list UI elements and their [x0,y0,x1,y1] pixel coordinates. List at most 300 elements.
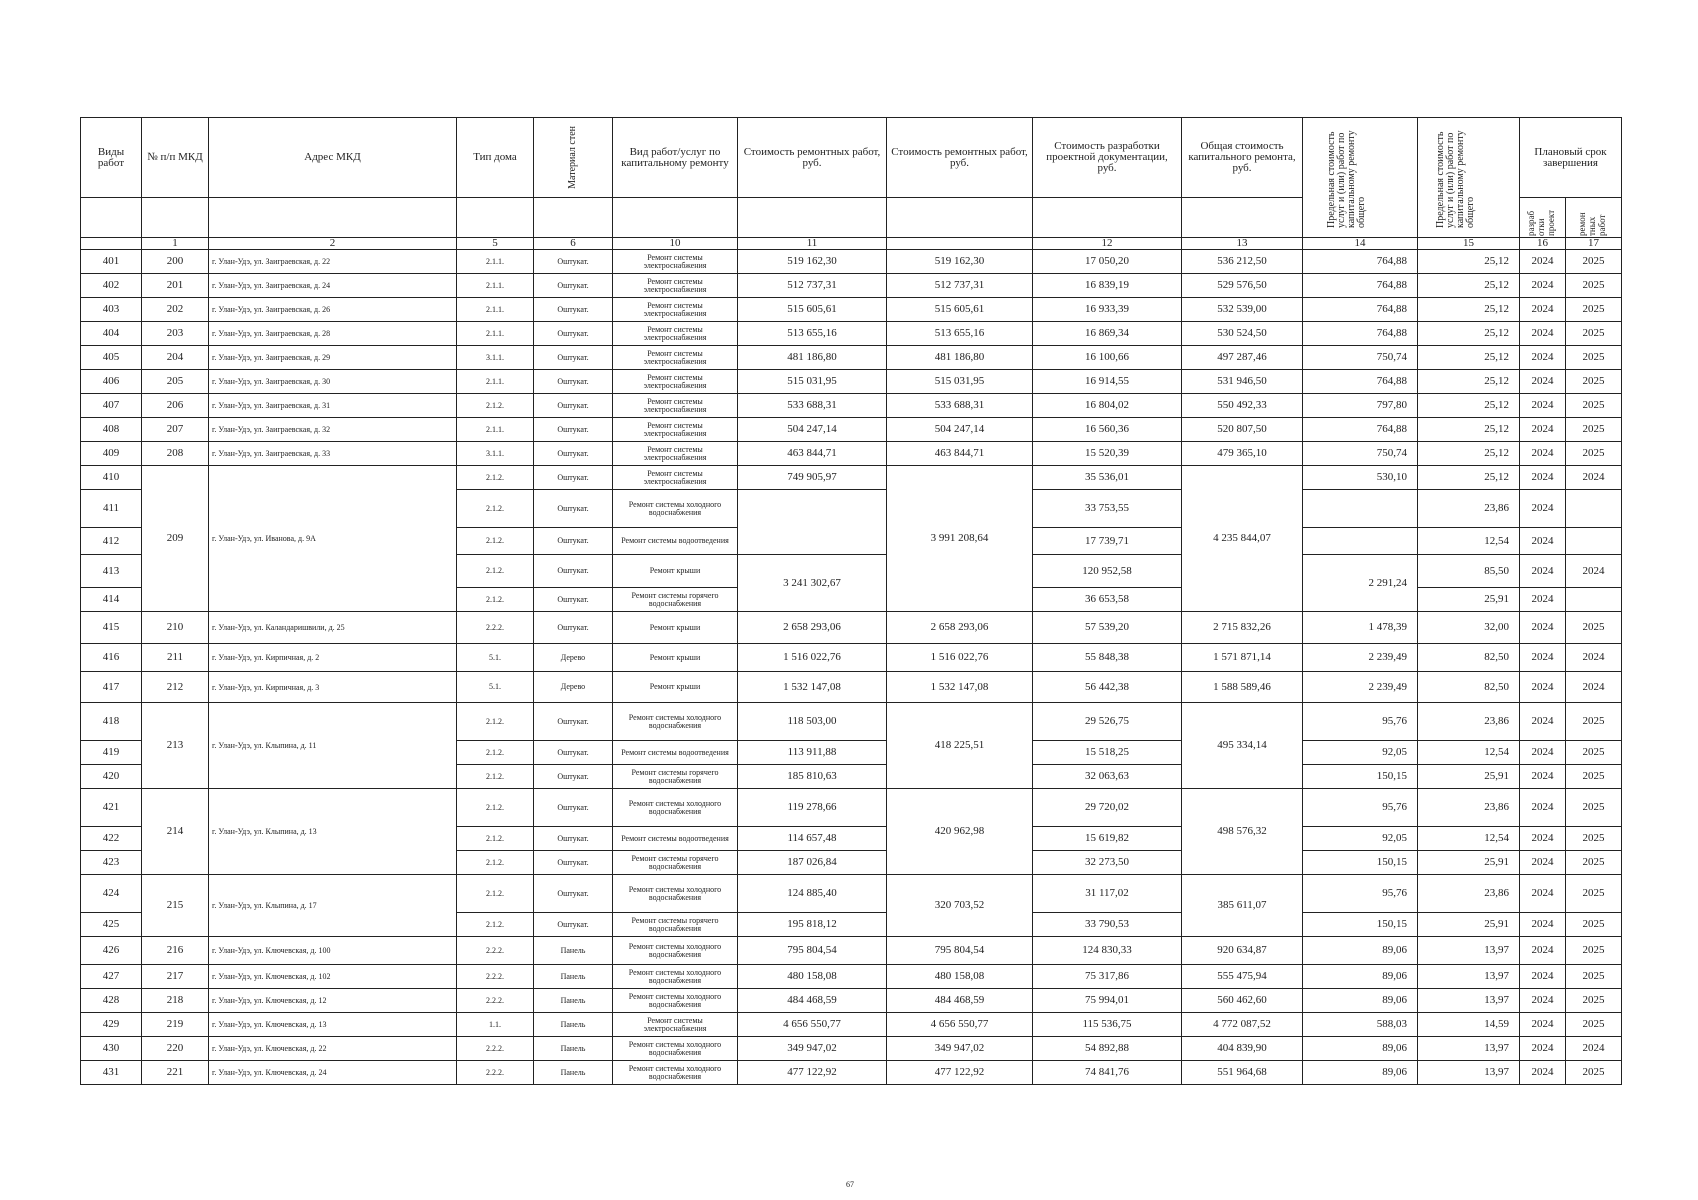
work-type-number: 411 [81,490,142,528]
work-type-number: 418 [81,703,142,741]
building-number: 202 [142,298,209,322]
limit-cost-2: 25,12 [1418,274,1520,298]
house-type: 2.1.2. [457,588,534,612]
limit-cost-2: 25,12 [1418,418,1520,442]
house-type: 2.2.2. [457,1061,534,1085]
table-row [81,418,1622,442]
page-number: 67 [846,1180,854,1189]
address: г. Улан-Удэ, ул. Заиграевская, д. 31 [209,394,457,418]
house-type: 2.1.1. [457,274,534,298]
design-cost: 16 560,36 [1033,418,1182,442]
table-row [81,989,1622,1013]
repair-cost-total: 3 991 208,64 [887,466,1033,612]
plan-repair-year: 2025 [1566,875,1622,913]
repair-cost-total: 519 162,30 [887,250,1033,274]
design-cost: 15 619,82 [1033,827,1182,851]
wall-material: Панель [534,965,613,989]
limit-cost-2: 13,97 [1418,937,1520,965]
limit-cost-2: 12,54 [1418,827,1520,851]
header-blank [209,198,457,238]
address: г. Улан-Удэ, ул. Заиграевская, д. 26 [209,298,457,322]
repair-cost-total: 418 225,51 [887,703,1033,789]
building-number: 209 [142,466,209,612]
work-type: Ремонт системы холодного водоснабжения [613,789,738,827]
plan-repair-year: 2025 [1566,851,1622,875]
plan-design-year: 2024 [1520,989,1566,1013]
table-row [81,322,1622,346]
address: г. Улан-Удэ, ул. Ключевская, д. 22 [209,1037,457,1061]
repair-cost-total: 4 656 550,77 [887,1013,1033,1037]
work-type-number: 405 [81,346,142,370]
house-type: 2.1.1. [457,370,534,394]
table-row [81,703,1622,741]
limit-cost-2: 23,86 [1418,703,1520,741]
header-address: Адрес МКД [209,118,457,198]
work-type: Ремонт системы электроснабжения [613,298,738,322]
work-type-number: 404 [81,322,142,346]
work-type-number: 406 [81,370,142,394]
limit-cost-2: 82,50 [1418,672,1520,703]
table-row [81,442,1622,466]
plan-repair-year [1566,490,1622,528]
repair-cost: 1 532 147,08 [738,672,887,703]
address: г. Улан-Удэ, ул. Кирпичная, д. 2 [209,644,457,672]
work-type: Ремонт системы холодного водоснабжения [613,875,738,913]
repair-cost-total: 481 186,80 [887,346,1033,370]
column-number [81,238,142,250]
repair-cost-total: 1 532 147,08 [887,672,1033,703]
total-cost: 520 807,50 [1182,418,1303,442]
plan-design-year: 2024 [1520,346,1566,370]
table-row [81,298,1622,322]
plan-repair-year: 2024 [1566,466,1622,490]
address: г. Улан-Удэ, ул. Клыпина, д. 13 [209,789,457,875]
repair-cost: 118 503,00 [738,703,887,741]
design-cost: 15 518,25 [1033,741,1182,765]
column-number: 13 [1182,238,1303,250]
wall-material: Оштукат. [534,703,613,741]
work-type: Ремонт системы электроснабжения [613,322,738,346]
table-row [81,250,1622,274]
design-cost: 16 869,34 [1033,322,1182,346]
plan-repair-year [1566,528,1622,555]
work-type: Ремонт крыши [613,672,738,703]
plan-repair-year: 2025 [1566,965,1622,989]
table-row [81,965,1622,989]
plan-repair-year: 2025 [1566,274,1622,298]
wall-material: Оштукат. [534,851,613,875]
limit-cost-1: 750,74 [1303,346,1418,370]
limit-cost-2: 25,12 [1418,442,1520,466]
address: г. Улан-Удэ, ул. Заиграевская, д. 29 [209,346,457,370]
limit-cost-2: 25,12 [1418,394,1520,418]
plan-design-year: 2024 [1520,490,1566,528]
design-cost: 54 892,88 [1033,1037,1182,1061]
work-type-number: 424 [81,875,142,913]
building-number: 203 [142,322,209,346]
table-row [81,394,1622,418]
work-type-number: 416 [81,644,142,672]
plan-repair-year: 2025 [1566,827,1622,851]
limit-cost-1: 764,88 [1303,274,1418,298]
house-type: 2.1.1. [457,250,534,274]
building-number: 221 [142,1061,209,1085]
plan-design-year: 2024 [1520,528,1566,555]
wall-material: Панель [534,1061,613,1085]
repair-cost: 349 947,02 [738,1037,887,1061]
header-cost1: Стоимость ремонтных работ, руб. [738,118,887,198]
plan-design-year: 2024 [1520,765,1566,789]
limit-cost-2: 25,12 [1418,250,1520,274]
header-limit1-text: Предельная стоимость услуг и (или) работ по капитальному ремонту общего [1326,129,1367,228]
address: г. Улан-Удэ, ул. Клыпина, д. 17 [209,875,457,937]
design-cost: 56 442,38 [1033,672,1182,703]
plan-design-year: 2024 [1520,937,1566,965]
work-type-number: 431 [81,1061,142,1085]
total-cost: 920 634,87 [1182,937,1303,965]
house-type: 2.1.2. [457,851,534,875]
work-type: Ремонт системы холодного водоснабжения [613,937,738,965]
total-cost: 551 964,68 [1182,1061,1303,1085]
plan-repair-year: 2025 [1566,612,1622,644]
limit-cost-2: 25,12 [1418,322,1520,346]
total-cost: 495 334,14 [1182,703,1303,789]
limit-cost-1: 750,74 [1303,442,1418,466]
total-cost: 555 475,94 [1182,965,1303,989]
total-cost: 560 462,60 [1182,989,1303,1013]
work-type: Ремонт системы холодного водоснабжения [613,1061,738,1085]
plan-design-year: 2024 [1520,965,1566,989]
work-type-number: 412 [81,528,142,555]
limit-cost-1: 95,76 [1303,875,1418,913]
limit-cost-2: 13,97 [1418,989,1520,1013]
plan-design-year: 2024 [1520,789,1566,827]
limit-cost-1: 150,15 [1303,851,1418,875]
total-cost: 479 365,10 [1182,442,1303,466]
work-type-number: 430 [81,1037,142,1061]
work-type: Ремонт системы электроснабжения [613,370,738,394]
limit-cost-2: 25,91 [1418,913,1520,937]
plan-design-year: 2024 [1520,612,1566,644]
plan-design-year: 2024 [1520,555,1566,588]
address: г. Улан-Удэ, ул. Заиграевская, д. 33 [209,442,457,466]
address: г. Улан-Удэ, ул. Заиграевская, д. 24 [209,274,457,298]
design-cost: 16 933,39 [1033,298,1182,322]
work-type-number: 417 [81,672,142,703]
column-number: 15 [1418,238,1520,250]
address: г. Улан-Удэ, ул. Ключевская, д. 100 [209,937,457,965]
plan-repair-year: 2025 [1566,250,1622,274]
column-number: 2 [209,238,457,250]
work-type-number: 426 [81,937,142,965]
building-number: 210 [142,612,209,644]
plan-repair-year: 2025 [1566,703,1622,741]
header-work: Вид работ/услуг по капитальному ремонту [613,118,738,198]
total-cost: 550 492,33 [1182,394,1303,418]
plan-repair-year: 2025 [1566,789,1622,827]
design-cost: 29 720,02 [1033,789,1182,827]
house-type: 2.1.2. [457,466,534,490]
design-cost: 115 536,75 [1033,1013,1182,1037]
limit-cost-1: 95,76 [1303,703,1418,741]
repair-cost: 795 804,54 [738,937,887,965]
house-type: 1.1. [457,1013,534,1037]
house-type: 2.1.2. [457,703,534,741]
house-type: 2.1.2. [457,394,534,418]
header-blank [457,198,534,238]
building-number: 201 [142,274,209,298]
plan-repair-year: 2025 [1566,1061,1622,1085]
limit-cost-2: 12,54 [1418,528,1520,555]
work-type: Ремонт системы холодного водоснабжения [613,1037,738,1061]
work-type-number: 409 [81,442,142,466]
house-type: 2.1.2. [457,827,534,851]
repair-cost: 185 810,63 [738,765,887,789]
plan-repair-year: 2024 [1566,555,1622,588]
total-cost: 497 287,46 [1182,346,1303,370]
header-cost2: Стоимость ремонтных работ, руб. [887,118,1033,198]
plan-design-year: 2024 [1520,274,1566,298]
work-type: Ремонт системы горячего водоснабжения [613,765,738,789]
wall-material: Панель [534,1013,613,1037]
plan-repair-year: 2024 [1566,672,1622,703]
total-cost: 529 576,50 [1182,274,1303,298]
limit-cost-1: 797,80 [1303,394,1418,418]
table-row [81,274,1622,298]
total-cost: 536 212,50 [1182,250,1303,274]
wall-material: Оштукат. [534,789,613,827]
column-number: 1 [142,238,209,250]
repair-cost: 484 468,59 [738,989,887,1013]
repair-cost-total: 515 605,61 [887,298,1033,322]
address: г. Улан-Удэ, ул. Заиграевская, д. 28 [209,322,457,346]
plan-repair-year: 2025 [1566,1013,1622,1037]
limit-cost-1: 150,15 [1303,913,1418,937]
design-cost: 17 739,71 [1033,528,1182,555]
wall-material: Панель [534,989,613,1013]
house-type: 2.2.2. [457,612,534,644]
work-type-number: 402 [81,274,142,298]
house-type: 2.2.2. [457,989,534,1013]
repair-cost-total: 2 658 293,06 [887,612,1033,644]
building-number: 214 [142,789,209,875]
wall-material: Оштукат. [534,490,613,528]
header-total: Общая стоимость капитального ремонта, руб. [1182,118,1303,198]
limit-cost-1: 89,06 [1303,1061,1418,1085]
work-type-number: 421 [81,789,142,827]
limit-cost-1: 764,88 [1303,298,1418,322]
work-type: Ремонт системы холодного водоснабжения [613,989,738,1013]
header-plan-design-text: разраб отки проект [1525,209,1556,236]
work-type: Ремонт крыши [613,644,738,672]
limit-cost-1: 530,10 [1303,466,1418,490]
limit-cost-2: 25,12 [1418,346,1520,370]
header-design: Стоимость разработки проектной документации, руб. [1033,118,1182,198]
limit-cost-2: 25,12 [1418,466,1520,490]
wall-material: Оштукат. [534,274,613,298]
plan-design-year: 2024 [1520,875,1566,913]
plan-repair-year: 2025 [1566,370,1622,394]
plan-repair-year: 2025 [1566,989,1622,1013]
house-type: 2.2.2. [457,1037,534,1061]
work-type: Ремонт системы холодного водоснабжения [613,490,738,528]
limit-cost-2: 13,97 [1418,1037,1520,1061]
work-type: Ремонт системы электроснабжения [613,274,738,298]
header-material [534,118,613,198]
limit-cost-2: 25,12 [1418,298,1520,322]
work-type: Ремонт системы электроснабжения [613,466,738,490]
work-type: Ремонт системы холодного водоснабжения [613,965,738,989]
limit-cost-2: 23,86 [1418,789,1520,827]
column-number: 12 [1033,238,1182,250]
plan-design-year: 2024 [1520,250,1566,274]
limit-cost-1: 92,05 [1303,741,1418,765]
limit-cost-2: 85,50 [1418,555,1520,588]
work-type: Ремонт системы водоотведения [613,827,738,851]
header-limit1 [1303,118,1418,238]
work-type-number: 428 [81,989,142,1013]
work-type: Ремонт системы холодного водоснабжения [613,703,738,741]
house-type: 2.1.2. [457,741,534,765]
building-number: 204 [142,346,209,370]
repair-cost: 477 122,92 [738,1061,887,1085]
plan-design-year: 2024 [1520,322,1566,346]
design-cost: 32 273,50 [1033,851,1182,875]
building-number: 212 [142,672,209,703]
work-type: Ремонт крыши [613,555,738,588]
plan-design-year: 2024 [1520,466,1566,490]
building-number: 207 [142,418,209,442]
table-row [81,1037,1622,1061]
limit-cost-1: 89,06 [1303,989,1418,1013]
limit-cost-1: 764,88 [1303,250,1418,274]
limit-cost-1: 2 291,24 [1303,555,1418,612]
work-type-number: 423 [81,851,142,875]
house-type: 2.1.2. [457,875,534,913]
work-type: Ремонт системы электроснабжения [613,394,738,418]
header-house-type: Тип дома [457,118,534,198]
total-cost: 4 772 087,52 [1182,1013,1303,1037]
repair-cost-total: 480 158,08 [887,965,1033,989]
wall-material: Оштукат. [534,250,613,274]
plan-repair-year: 2025 [1566,913,1622,937]
address: г. Улан-Удэ, ул. Ключевская, д. 102 [209,965,457,989]
design-cost: 31 117,02 [1033,875,1182,913]
repair-cost: 513 655,16 [738,322,887,346]
column-number: 16 [1520,238,1566,250]
repair-cost: 4 656 550,77 [738,1013,887,1037]
wall-material: Оштукат. [534,765,613,789]
building-number: 205 [142,370,209,394]
work-type-number: 401 [81,250,142,274]
house-type: 2.2.2. [457,937,534,965]
repair-cost-total: 349 947,02 [887,1037,1033,1061]
wall-material: Оштукат. [534,555,613,588]
header-blank [613,198,738,238]
building-number: 215 [142,875,209,937]
work-type: Ремонт системы водоотведения [613,528,738,555]
plan-design-year: 2024 [1520,851,1566,875]
house-type: 2.1.2. [457,555,534,588]
header-np: № п/п МКД [142,118,209,198]
work-type: Ремонт системы электроснабжения [613,418,738,442]
header-plan-design [1520,198,1566,238]
table-row [81,875,1622,913]
plan-design-year: 2024 [1520,1013,1566,1037]
repair-cost: 533 688,31 [738,394,887,418]
wall-material: Оштукат. [534,528,613,555]
total-cost: 1 588 589,46 [1182,672,1303,703]
repair-cost-total: 795 804,54 [887,937,1033,965]
house-type: 3.1.1. [457,442,534,466]
work-type: Ремонт крыши [613,612,738,644]
plan-repair-year [1566,588,1622,612]
work-type: Ремонт системы электроснабжения [613,250,738,274]
limit-cost-1: 95,76 [1303,789,1418,827]
design-cost: 124 830,33 [1033,937,1182,965]
building-number: 218 [142,989,209,1013]
limit-cost-1: 764,88 [1303,322,1418,346]
work-type-number: 420 [81,765,142,789]
address: г. Улан-Удэ, ул. Каландаришвили, д. 25 [209,612,457,644]
plan-repair-year: 2024 [1566,1037,1622,1061]
limit-cost-1: 89,06 [1303,1037,1418,1061]
house-type: 2.1.2. [457,765,534,789]
building-number: 211 [142,644,209,672]
repair-cost: 480 158,08 [738,965,887,989]
design-cost: 57 539,20 [1033,612,1182,644]
repair-cost: 124 885,40 [738,875,887,913]
design-cost: 16 804,02 [1033,394,1182,418]
total-cost: 385 611,07 [1182,875,1303,937]
wall-material: Оштукат. [534,418,613,442]
limit-cost-2: 32,00 [1418,612,1520,644]
limit-cost-1: 89,06 [1303,965,1418,989]
total-cost: 4 235 844,07 [1182,466,1303,612]
repair-cost: 515 605,61 [738,298,887,322]
wall-material: Оштукат. [534,370,613,394]
work-type-number: 415 [81,612,142,644]
plan-design-year: 2024 [1520,370,1566,394]
limit-cost-1: 92,05 [1303,827,1418,851]
table-row [81,466,1622,490]
column-number: 14 [1303,238,1418,250]
design-cost: 33 753,55 [1033,490,1182,528]
limit-cost-1: 2 239,49 [1303,644,1418,672]
repair-cost: 463 844,71 [738,442,887,466]
header-blank [738,198,887,238]
wall-material: Оштукат. [534,322,613,346]
repair-cost-total: 463 844,71 [887,442,1033,466]
limit-cost-2: 12,54 [1418,741,1520,765]
design-cost: 75 317,86 [1033,965,1182,989]
address: г. Улан-Удэ, ул. Ключевская, д. 13 [209,1013,457,1037]
building-number: 216 [142,937,209,965]
repair-table [80,117,1622,1085]
address: г. Улан-Удэ, ул. Заиграевская, д. 30 [209,370,457,394]
house-type: 2.1.2. [457,528,534,555]
plan-design-year: 2024 [1520,913,1566,937]
work-type-number: 422 [81,827,142,851]
wall-material: Оштукат. [534,298,613,322]
table-row [81,1013,1622,1037]
header-plan-repair-text: ремон тных работ [1576,211,1607,236]
work-type-number: 427 [81,965,142,989]
limit-cost-2: 25,91 [1418,588,1520,612]
wall-material: Оштукат. [534,394,613,418]
repair-cost: 749 905,97 [738,466,887,490]
repair-cost: 519 162,30 [738,250,887,274]
